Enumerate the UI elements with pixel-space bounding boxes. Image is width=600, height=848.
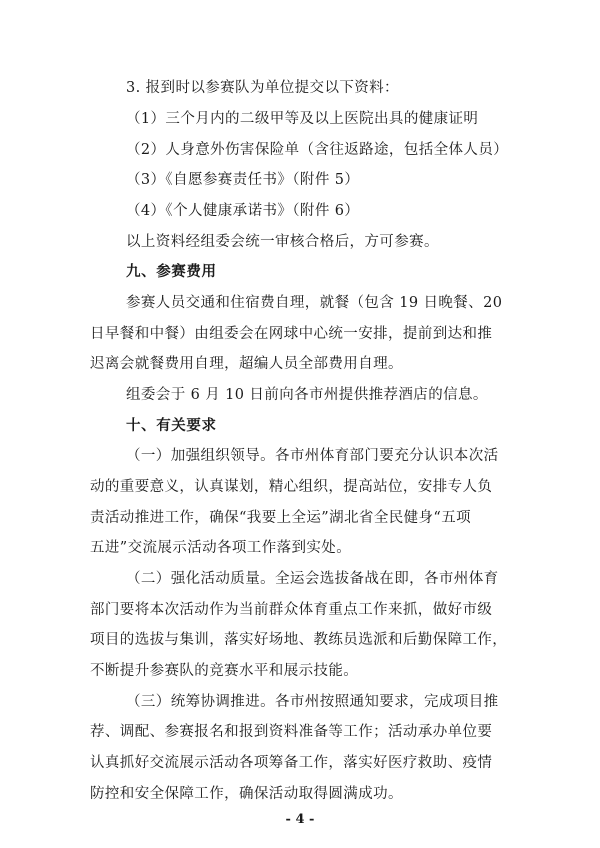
text-line: 不断提升参赛队的竞赛水平和展示技能。 — [90, 663, 359, 679]
text-line: （4）《个人健康承诺书》（附件 6） — [126, 203, 360, 219]
section-heading-fees: 九、参赛费用 — [126, 264, 217, 280]
text-line: 部门要将本次活动作为当前群众体育重点工作来抓，做好市级 — [90, 602, 493, 618]
section-heading-requirements: 十、有关要求 — [126, 418, 217, 434]
text-line: （1）三个月内的二级甲等及以上医院出具的健康证明 — [126, 111, 479, 127]
text-line: 责活动推进工作，确保“我要上全运”湖北省全民健身“五项 — [90, 510, 472, 526]
page-number: - 4 - — [285, 812, 315, 827]
text-line: 组委会于 6 月 10 日前向各市州提供推荐酒店的信息。 — [126, 387, 488, 403]
text-line: （二）强化活动质量。全运会选拔备战在即，各市州体育 — [126, 571, 499, 587]
text-line: 以上资料经组委会统一审核合格后，方可参赛。 — [126, 234, 439, 250]
text-line: 五进”交流展示活动各项工作落到实处。 — [90, 540, 352, 556]
text-line: （一）加强组织领导。各市州体育部门要充分认识本次活 — [126, 448, 499, 464]
text-line: 迟离会就餐费用自理，超编人员全部费用自理。 — [90, 356, 403, 372]
text-line: 防控和安全保障工作，确保活动取得圆满成功。 — [90, 786, 403, 802]
text-line: （三）统筹协调推进。各市州按照通知要求，完成项目推 — [126, 694, 499, 710]
text-line: （2）人身意外伤害保险单（含往返路途，包括全体人员） — [126, 142, 509, 158]
text-line: 参赛人员交通和住宿费自理，就餐（包含 19 日晚餐、20 — [126, 295, 503, 311]
text-line: 日早餐和中餐）由组委会在网球中心统一安排，提前到达和推 — [90, 326, 493, 342]
text-line: 认真抓好交流展示活动各项筹备工作，落实好医疗救助、疫情 — [90, 755, 493, 771]
text-line: 动的重要意义，认真谋划，精心组织，提高站位，安排专人负 — [90, 479, 493, 495]
text-line: 3. 报到时以参赛队为单位提交以下资料： — [126, 80, 399, 96]
text-line: 项目的选拔与集训，落实好场地、教练员选派和后勤保障工作， — [90, 632, 508, 648]
text-line: 荐、调配、参赛报名和报到资料准备等工作；活动承办单位要 — [90, 724, 493, 740]
text-line: （3）《自愿参赛责任书》（附件 5） — [126, 172, 360, 188]
